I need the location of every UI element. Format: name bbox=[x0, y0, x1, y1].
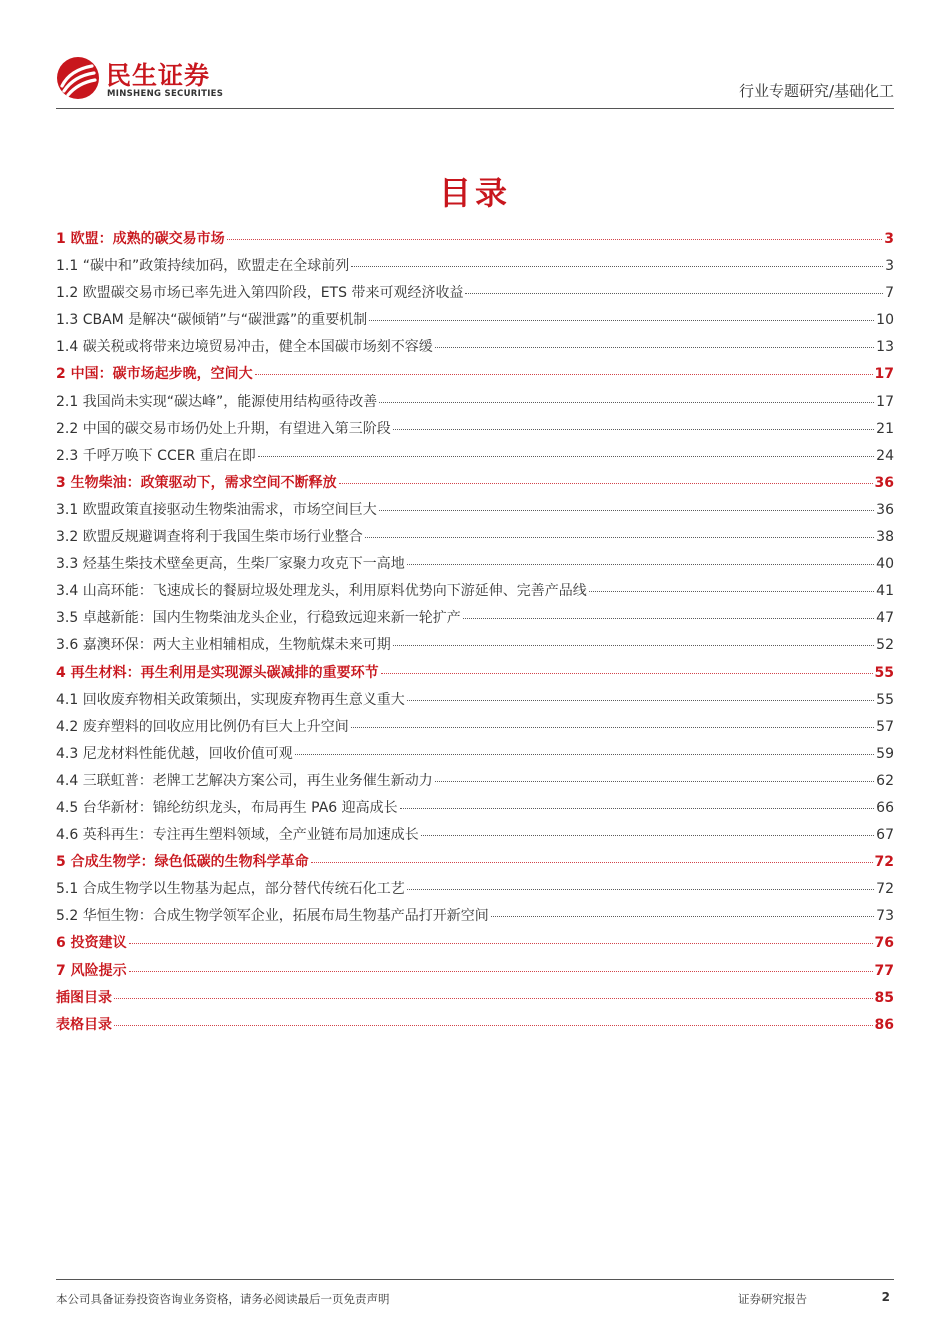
toc-entry-page: 21 bbox=[876, 420, 894, 437]
report-category: 行业专题研究/基础化工 bbox=[738, 82, 894, 100]
toc-entry-title: 3.6 嘉澳环保：两大主业相辅相成，生物航煤未来可期 bbox=[56, 637, 391, 654]
toc-entry-title: 2 中国：碳市场起步晚，空间大 bbox=[56, 366, 253, 383]
toc-section-link[interactable] bbox=[56, 660, 894, 687]
toc-subsection-link[interactable] bbox=[56, 822, 894, 849]
toc-dot-leader bbox=[258, 455, 874, 457]
toc-entry-title: 1 欧盟：成熟的碳交易市场 bbox=[56, 231, 225, 247]
page-header bbox=[56, 52, 894, 108]
toc-entry-title: 插图目录 bbox=[56, 989, 112, 1006]
toc-dot-leader bbox=[407, 888, 874, 890]
toc-entry-title: 1.1 “碳中和”政策持续加码，欧盟走在全球前列 bbox=[56, 258, 350, 275]
toc-entry-title: 4.5 台华新材：锦纶纺织龙头，布局再生 PA6 迎高成长 bbox=[56, 799, 398, 816]
toc-entry-page: 36 bbox=[874, 474, 894, 491]
toc-subsection-link[interactable] bbox=[56, 253, 894, 280]
toc-entry-title: 3.5 卓越新能：国内生物柴油龙头企业，行稳致远迎来新一轮扩产 bbox=[56, 610, 461, 627]
toc-section-link[interactable] bbox=[56, 930, 894, 957]
toc-entry-title: 2.3 千呼万唤下 CCER 重启在即 bbox=[56, 447, 256, 464]
toc-subsection-link[interactable] bbox=[56, 903, 894, 930]
toc-dot-leader bbox=[400, 807, 875, 809]
toc-entry-page: 72 bbox=[876, 881, 894, 898]
toc-dot-leader bbox=[435, 346, 874, 348]
toc-entry-title: 3 生物柴油：政策驱动下，需求空间不断释放 bbox=[56, 474, 337, 491]
toc-entry-page: 17 bbox=[874, 366, 894, 383]
toc-dot-leader bbox=[393, 644, 874, 646]
toc-entry-page: 62 bbox=[876, 772, 894, 789]
toc-subsection-link[interactable] bbox=[56, 443, 894, 470]
toc-dot-leader bbox=[465, 292, 883, 294]
toc-dot-leader bbox=[421, 834, 874, 836]
toc-entry-page: 55 bbox=[876, 691, 894, 708]
toc-dot-leader bbox=[407, 563, 874, 565]
toc-entry-page: 67 bbox=[876, 827, 894, 844]
toc-entry-page: 72 bbox=[874, 854, 894, 871]
toc-dot-leader bbox=[255, 373, 873, 375]
toc-subsection-link[interactable] bbox=[56, 578, 894, 605]
toc-dot-leader bbox=[351, 726, 874, 728]
toc-entry-page: 41 bbox=[876, 583, 894, 600]
toc-section-link[interactable] bbox=[56, 361, 894, 388]
toc-entry-title: 3.4 山高环能：飞速成长的餐厨垃圾处理龙头，利用原料优势向下游延伸、完善产品线 bbox=[56, 583, 587, 600]
toc-entry-title: 1.2 欧盟碳交易市场已率先进入第四阶段，ETS 带来可观经济收益 bbox=[56, 285, 464, 302]
toc-subsection-link[interactable] bbox=[56, 551, 894, 578]
toc-entry-page: 47 bbox=[876, 610, 894, 627]
toc-entry-page: 40 bbox=[876, 556, 894, 573]
toc-entry-title: 4.6 英科再生：专注再生塑料领域，全产业链布局加速成长 bbox=[56, 827, 419, 844]
toc-entry-title: 5.1 合成生物学以生物基为起点，部分替代传统石化工艺 bbox=[56, 881, 405, 898]
toc-subsection-link[interactable] bbox=[56, 307, 894, 334]
toc-entry-page: 76 bbox=[874, 935, 894, 952]
toc-section-link[interactable] bbox=[56, 958, 894, 985]
toc-entry-title: 6 投资建议 bbox=[56, 935, 127, 952]
footer-report-type: 证券研究报告 bbox=[738, 1292, 807, 1306]
toc-entry-page: 57 bbox=[876, 718, 894, 735]
toc-subsection-link[interactable] bbox=[56, 605, 894, 632]
toc-entry-title: 表格目录 bbox=[56, 1016, 112, 1033]
toc-entry-page: 36 bbox=[876, 501, 894, 518]
toc-entry-title: 2.1 我国尚未实现“碳达峰”，能源使用结构亟待改善 bbox=[56, 393, 378, 410]
brand-name-en: MINSHENG SECURITIES bbox=[107, 89, 224, 99]
toc-subsection-link[interactable] bbox=[56, 524, 894, 551]
toc-subsection-link[interactable] bbox=[56, 416, 894, 443]
toc-entry-page: 77 bbox=[874, 962, 894, 979]
toc-dot-leader bbox=[393, 428, 874, 430]
toc-entry-page: 86 bbox=[874, 1016, 894, 1033]
toc-subsection-link[interactable] bbox=[56, 768, 894, 795]
toc-subsection-link[interactable] bbox=[56, 632, 894, 659]
toc-dot-leader bbox=[114, 997, 873, 999]
toc-entry-title: 3.3 烃基生柴技术壁垒更高，生柴厂家聚力攻克下一高地 bbox=[56, 556, 405, 573]
brand-name-cn: 民生证券 bbox=[106, 61, 211, 90]
toc-section-link[interactable] bbox=[56, 849, 894, 876]
toc-dot-leader bbox=[129, 970, 873, 972]
toc-entry-page: 59 bbox=[876, 745, 894, 762]
table-of-contents bbox=[56, 226, 894, 1039]
toc-entry-page: 85 bbox=[874, 989, 894, 1006]
toc-dot-leader bbox=[369, 319, 874, 321]
toc-subsection-link[interactable] bbox=[56, 389, 894, 416]
toc-entry-page: 38 bbox=[876, 529, 894, 546]
toc-subsection-link[interactable] bbox=[56, 741, 894, 768]
toc-entry-title: 4.2 废弃塑料的回收应用比例仍有巨大上升空间 bbox=[56, 718, 349, 735]
toc-dot-leader bbox=[311, 861, 873, 863]
toc-dot-leader bbox=[227, 238, 883, 240]
toc-section-link[interactable] bbox=[56, 985, 894, 1012]
footer-disclaimer: 本公司具备证券投资咨询业务资格，请务必阅读最后一页免责声明 bbox=[56, 1292, 390, 1306]
toc-entry-page: 55 bbox=[874, 664, 894, 681]
toc-entry-page: 10 bbox=[876, 312, 894, 329]
toc-entry-page: 66 bbox=[876, 799, 894, 816]
toc-entry-title: 4.1 回收废弃物相关政策频出，实现废弃物再生意义重大 bbox=[56, 691, 405, 708]
toc-subsection-link[interactable] bbox=[56, 876, 894, 903]
toc-entry-page: 3 bbox=[885, 258, 894, 275]
toc-entry-title: 3.1 欧盟政策直接驱动生物柴油需求，市场空间巨大 bbox=[56, 501, 377, 518]
toc-subsection-link[interactable] bbox=[56, 714, 894, 741]
header-divider bbox=[56, 108, 894, 109]
logo-mark-icon bbox=[56, 56, 100, 100]
toc-dot-leader bbox=[295, 753, 874, 755]
toc-section-link[interactable] bbox=[56, 1012, 894, 1039]
toc-section-link[interactable] bbox=[56, 470, 894, 497]
toc-dot-leader bbox=[435, 780, 874, 782]
brand-logo bbox=[56, 56, 256, 104]
page-number: 2 bbox=[881, 1290, 890, 1304]
toc-entry-page: 24 bbox=[876, 447, 894, 464]
toc-dot-leader bbox=[407, 699, 874, 701]
toc-dot-leader bbox=[491, 915, 874, 917]
toc-entry-title: 4 再生材料：再生利用是实现源头碳减排的重要环节 bbox=[56, 664, 379, 681]
toc-entry-title: 5.2 华恒生物：合成生物学领军企业，拓展布局生物基产品打开新空间 bbox=[56, 908, 489, 925]
toc-dot-leader bbox=[381, 672, 873, 674]
toc-subsection-link[interactable] bbox=[56, 280, 894, 307]
toc-subsection-link[interactable] bbox=[56, 687, 894, 714]
footer-divider bbox=[56, 1279, 894, 1280]
toc-dot-leader bbox=[379, 509, 874, 511]
toc-entry-title: 5 合成生物学：绿色低碳的生物科学革命 bbox=[56, 854, 309, 871]
toc-dot-leader bbox=[339, 482, 873, 484]
toc-section-link[interactable] bbox=[56, 226, 894, 253]
toc-dot-leader bbox=[589, 590, 874, 592]
toc-title: 目录 bbox=[438, 174, 511, 212]
toc-subsection-link[interactable] bbox=[56, 497, 894, 524]
toc-entry-page: 17 bbox=[876, 393, 894, 410]
toc-entry-title: 2.2 中国的碳交易市场仍处上升期，有望进入第三阶段 bbox=[56, 420, 391, 437]
toc-entry-page: 52 bbox=[876, 637, 894, 654]
toc-dot-leader bbox=[379, 401, 874, 403]
toc-dot-leader bbox=[463, 617, 874, 619]
toc-entry-page: 3 bbox=[884, 231, 894, 247]
toc-entry-page: 7 bbox=[885, 285, 894, 302]
toc-dot-leader bbox=[365, 536, 874, 538]
toc-dot-leader bbox=[129, 942, 873, 944]
toc-entry-title: 3.2 欧盟反规避调查将利于我国生柴市场行业整合 bbox=[56, 529, 363, 546]
toc-subsection-link[interactable] bbox=[56, 795, 894, 822]
toc-subsection-link[interactable] bbox=[56, 334, 894, 361]
toc-entry-title: 1.4 碳关税或将带来边境贸易冲击，健全本国碳市场刻不容缓 bbox=[56, 339, 433, 356]
toc-entry-title: 4.3 尼龙材料性能优越，回收价值可观 bbox=[56, 745, 293, 762]
toc-entry-title: 4.4 三联虹普：老牌工艺解决方案公司，再生业务催生新动力 bbox=[56, 772, 433, 789]
toc-dot-leader bbox=[351, 265, 883, 267]
toc-entry-page: 13 bbox=[876, 339, 894, 356]
toc-dot-leader bbox=[114, 1024, 873, 1026]
toc-entry-title: 1.3 CBAM 是解决“碳倾销”与“碳泄露”的重要机制 bbox=[56, 312, 368, 329]
toc-entry-title: 7 风险提示 bbox=[56, 962, 127, 979]
toc-entry-page: 73 bbox=[876, 908, 894, 925]
